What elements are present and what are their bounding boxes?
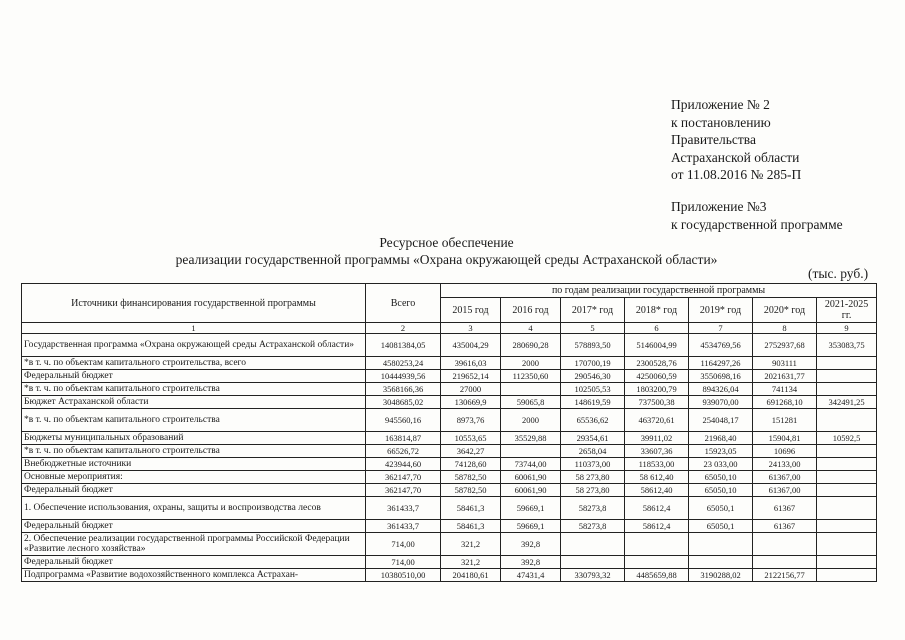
appendix-line: Правительства	[671, 132, 756, 147]
row-year-value: 27000	[441, 383, 501, 396]
row-year-value	[561, 533, 625, 556]
header-year: 2018* год	[625, 298, 689, 323]
row-year-value: 691268,10	[753, 396, 817, 409]
row-source: *в т. ч. по объектам капитального строительства	[22, 409, 366, 432]
row-year-value: 1803200,79	[625, 383, 689, 396]
row-year-value: 8973,76	[441, 409, 501, 432]
row-source: *в т. ч. по объектам капитального строительства	[22, 445, 366, 458]
row-source: Внебюджетные источники	[22, 458, 366, 471]
row-source: 2. Обеспечение реализации государственной программы Российской Федерации «Развитие лесного хозяйства»	[22, 533, 366, 556]
table-row	[22, 357, 877, 370]
row-year-value	[689, 533, 753, 556]
row-year-value: 4485659,88	[625, 569, 689, 582]
table-row	[22, 370, 877, 383]
row-year-value: 4534769,56	[689, 334, 753, 357]
appendix-line: Приложение №3	[671, 199, 767, 214]
resource-table	[21, 283, 877, 582]
row-total: 10380510,00	[366, 569, 441, 582]
header-year: 2015 год	[441, 298, 501, 323]
row-year-value	[561, 556, 625, 569]
row-year-value: 65050,10	[689, 484, 753, 497]
row-year-value	[501, 383, 561, 396]
row-year-value: 5146004,99	[625, 334, 689, 357]
row-year-value	[501, 445, 561, 458]
row-year-value: 58612,4	[625, 520, 689, 533]
row-source: Федеральный бюджет	[22, 556, 366, 569]
table-row	[22, 471, 877, 484]
appendix-line: к государственной программе	[671, 216, 843, 232]
row-year-value	[817, 556, 877, 569]
row-year-value: 1164297,26	[689, 357, 753, 370]
column-index: 9	[817, 323, 877, 334]
row-source: Бюджеты муниципальных образований	[22, 432, 366, 445]
row-year-value: 2752937,68	[753, 334, 817, 357]
row-year-value: 74128,60	[441, 458, 501, 471]
row-year-value: 342491,25	[817, 396, 877, 409]
header-year: 2021-2025 гг.	[817, 298, 877, 323]
row-year-value: 10592,5	[817, 432, 877, 445]
appendix-line: к постановлению	[671, 114, 771, 130]
row-year-value: 47431,4	[501, 569, 561, 582]
appendix-line: от 11.08.2016 № 285-П	[671, 167, 802, 182]
row-total: 945560,16	[366, 409, 441, 432]
row-year-value: 102505,53	[561, 383, 625, 396]
table-header	[22, 284, 877, 323]
units-label: (тыс. руб.)	[808, 266, 869, 281]
column-index-row	[22, 323, 877, 334]
row-year-value: 15904,81	[753, 432, 817, 445]
header-by-years: по годам реализации государственной программы	[441, 284, 877, 298]
row-source: *в т. ч. по объектам капитального строительства	[22, 383, 366, 396]
row-year-value: 254048,17	[689, 409, 753, 432]
column-index: 6	[625, 323, 689, 334]
table-row	[22, 445, 877, 458]
row-year-value: 330793,32	[561, 569, 625, 582]
row-year-value	[625, 556, 689, 569]
row-year-value: 741134	[753, 383, 817, 396]
column-index: 2	[366, 323, 441, 334]
row-source: Подпрограмма «Развитие водохозяйственного комплекса Астрахан-	[22, 569, 366, 582]
row-year-value: 392,8	[501, 533, 561, 556]
row-year-value: 58273,8	[561, 520, 625, 533]
row-year-value: 10696	[753, 445, 817, 458]
row-year-value	[753, 533, 817, 556]
row-year-value: 58612,40	[625, 484, 689, 497]
row-year-value: 578893,50	[561, 334, 625, 357]
row-year-value: 2122156,77	[753, 569, 817, 582]
row-total: 163814,87	[366, 432, 441, 445]
row-year-value: 3190288,02	[689, 569, 753, 582]
row-year-value: 321,2	[441, 533, 501, 556]
header-year: 2016 год	[501, 298, 561, 323]
row-year-value: 435004,29	[441, 334, 501, 357]
row-source: *в т. ч. по объектам капитального строительства, всего	[22, 357, 366, 370]
column-index: 3	[441, 323, 501, 334]
row-year-value: 290546,30	[561, 370, 625, 383]
row-year-value: 35529,88	[501, 432, 561, 445]
row-year-value	[625, 533, 689, 556]
row-year-value: 353083,75	[817, 334, 877, 357]
row-source: Бюджет Астраханской области	[22, 396, 366, 409]
row-year-value	[753, 556, 817, 569]
row-year-value: 2021631,77	[753, 370, 817, 383]
row-year-value: 61367	[753, 497, 817, 520]
row-total: 3568166,36	[366, 383, 441, 396]
row-source: Федеральный бюджет	[22, 520, 366, 533]
row-year-value: 39911,02	[625, 432, 689, 445]
header-year: 2019* год	[689, 298, 753, 323]
row-source: Основные мероприятия:	[22, 471, 366, 484]
table-row	[22, 383, 877, 396]
appendix-header-bottom	[671, 198, 843, 233]
header-year: 2020* год	[753, 298, 817, 323]
row-year-value: 204180,61	[441, 569, 501, 582]
header-source: Источники финансирования государственной программы	[22, 284, 366, 323]
table-row	[22, 409, 877, 432]
row-source: 1. Обеспечение использования, охраны, защиты и воспроизводства лесов	[22, 497, 366, 520]
appendix-line: Астраханской области	[671, 149, 800, 165]
table-row	[22, 497, 877, 520]
row-year-value: 118533,00	[625, 458, 689, 471]
row-total: 362147,70	[366, 471, 441, 484]
document-subtitle: реализации государственной программы «Охрана окружающей среды Астраханской области»	[175, 252, 718, 267]
appendix-header-top	[671, 96, 801, 184]
table-row	[22, 396, 877, 409]
row-year-value: 15923,05	[689, 445, 753, 458]
row-year-value: 3642,27	[441, 445, 501, 458]
row-year-value: 59669,1	[501, 497, 561, 520]
row-year-value	[817, 383, 877, 396]
table-row	[22, 520, 877, 533]
row-year-value	[817, 520, 877, 533]
row-year-value	[817, 357, 877, 370]
row-year-value: 65050,1	[689, 497, 753, 520]
row-year-value: 58612,4	[625, 497, 689, 520]
row-year-value	[817, 533, 877, 556]
row-year-value	[817, 409, 877, 432]
row-year-value: 33607,36	[625, 445, 689, 458]
column-index: 1	[22, 323, 366, 334]
table-row	[22, 484, 877, 497]
column-index: 5	[561, 323, 625, 334]
row-year-value	[817, 497, 877, 520]
table-body	[22, 323, 877, 582]
row-year-value: 219652,14	[441, 370, 501, 383]
row-year-value: 60061,90	[501, 471, 561, 484]
appendix-line: Приложение № 2	[671, 97, 770, 112]
row-year-value	[817, 458, 877, 471]
row-total: 3048685,02	[366, 396, 441, 409]
row-total: 361433,7	[366, 497, 441, 520]
row-year-value	[817, 484, 877, 497]
row-year-value: 2300528,76	[625, 357, 689, 370]
table-row	[22, 556, 877, 569]
row-year-value: 2000	[501, 357, 561, 370]
row-total: 66526,72	[366, 445, 441, 458]
row-year-value: 61367	[753, 520, 817, 533]
row-total: 14081384,05	[366, 334, 441, 357]
row-year-value: 894326,04	[689, 383, 753, 396]
row-year-value: 58 273,80	[561, 471, 625, 484]
row-year-value: 58 612,40	[625, 471, 689, 484]
header-year: 2017* год	[561, 298, 625, 323]
row-year-value: 73744,00	[501, 458, 561, 471]
row-year-value: 58273,8	[561, 497, 625, 520]
row-year-value: 23 033,00	[689, 458, 753, 471]
row-source: Федеральный бюджет	[22, 484, 366, 497]
row-total: 362147,70	[366, 484, 441, 497]
table-row	[22, 432, 877, 445]
row-year-value	[689, 556, 753, 569]
header-total: Всего	[366, 284, 441, 323]
row-year-value: 65536,62	[561, 409, 625, 432]
row-year-value: 151281	[753, 409, 817, 432]
row-total: 423944,60	[366, 458, 441, 471]
column-index: 7	[689, 323, 753, 334]
document-title: Ресурсное обеспечение	[379, 235, 514, 250]
row-year-value: 61367,00	[753, 471, 817, 484]
row-year-value: 939070,00	[689, 396, 753, 409]
column-index: 4	[501, 323, 561, 334]
row-total: 10444939,56	[366, 370, 441, 383]
row-year-value: 392,8	[501, 556, 561, 569]
row-year-value: 29354,61	[561, 432, 625, 445]
row-year-value: 58782,50	[441, 484, 501, 497]
row-year-value: 463720,61	[625, 409, 689, 432]
row-total: 361433,7	[366, 520, 441, 533]
table-row	[22, 458, 877, 471]
row-year-value: 903111	[753, 357, 817, 370]
row-year-value: 58461,3	[441, 520, 501, 533]
row-year-value: 2658,04	[561, 445, 625, 458]
row-year-value: 4250060,59	[625, 370, 689, 383]
row-year-value: 280690,28	[501, 334, 561, 357]
row-year-value: 21968,40	[689, 432, 753, 445]
row-year-value: 65050,1	[689, 520, 753, 533]
row-year-value: 3550698,16	[689, 370, 753, 383]
row-total: 714,00	[366, 533, 441, 556]
row-year-value	[817, 569, 877, 582]
column-index: 8	[753, 323, 817, 334]
row-year-value: 2000	[501, 409, 561, 432]
row-year-value: 58782,50	[441, 471, 501, 484]
row-year-value: 148619,59	[561, 396, 625, 409]
row-year-value: 59669,1	[501, 520, 561, 533]
row-year-value: 130669,9	[441, 396, 501, 409]
row-year-value: 39616,03	[441, 357, 501, 370]
row-year-value: 59065,8	[501, 396, 561, 409]
row-year-value: 60061,90	[501, 484, 561, 497]
row-total: 714,00	[366, 556, 441, 569]
row-year-value	[817, 370, 877, 383]
row-year-value: 10553,65	[441, 432, 501, 445]
row-year-value: 58 273,80	[561, 484, 625, 497]
row-year-value: 24133,00	[753, 458, 817, 471]
row-year-value: 112350,60	[501, 370, 561, 383]
table-row	[22, 533, 877, 556]
row-year-value: 110373,00	[561, 458, 625, 471]
row-year-value: 170700,19	[561, 357, 625, 370]
table-row	[22, 334, 877, 357]
row-year-value: 65050,10	[689, 471, 753, 484]
row-year-value: 321,2	[441, 556, 501, 569]
row-year-value: 61367,00	[753, 484, 817, 497]
row-source: Федеральный бюджет	[22, 370, 366, 383]
row-source: Государственная программа «Охрана окружающей среды Астраханской области»	[22, 334, 366, 357]
table-row	[22, 569, 877, 582]
row-year-value: 737500,38	[625, 396, 689, 409]
row-year-value	[817, 445, 877, 458]
row-total: 4580253,24	[366, 357, 441, 370]
row-year-value: 58461,3	[441, 497, 501, 520]
row-year-value	[817, 471, 877, 484]
